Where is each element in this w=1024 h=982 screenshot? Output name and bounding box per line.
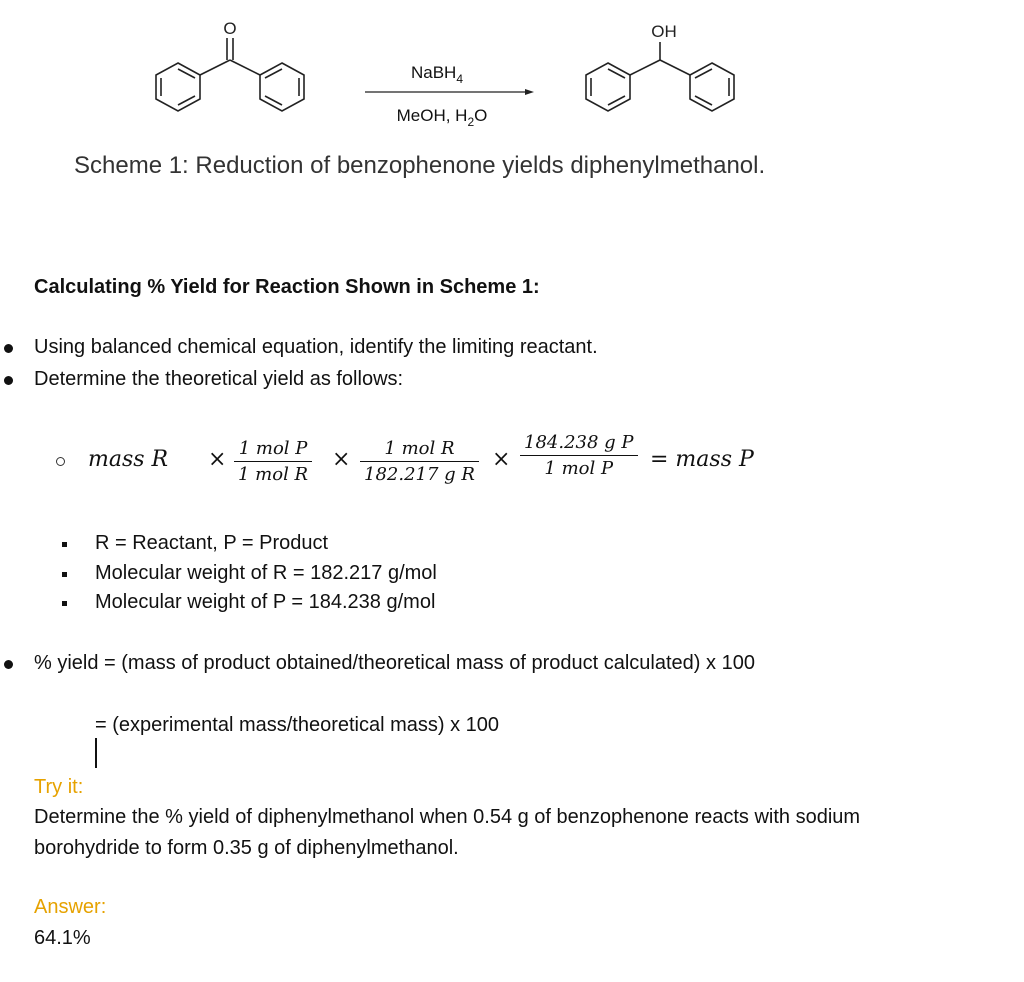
- yield-formula-continued: = (experimental mass/theoretical mass) x 100: [95, 714, 500, 736]
- scheme-caption: Scheme 1: Reduction of benzophenone yields diphenylmethanol.: [74, 152, 766, 179]
- sub-bullet-item: Molecular weight of R = 182.217 g/mol: [95, 562, 437, 584]
- section-heading: Calculating % Yield for Reaction Shown in Scheme 1:: [34, 276, 540, 298]
- square-bullet: [62, 542, 67, 547]
- text-cursor: [95, 738, 97, 768]
- carbonyl-oxygen-label: O: [223, 19, 237, 38]
- hydroxyl-label: OH: [651, 22, 677, 41]
- arrow-head: [525, 89, 534, 95]
- reaction-scheme: [140, 8, 760, 143]
- times-sign: ×: [492, 447, 511, 472]
- try-it-label: Try it:: [34, 776, 84, 798]
- times-sign: ×: [332, 447, 351, 472]
- equation-lhs: mass R: [88, 447, 169, 472]
- fraction-mol-ratio: 1 mol P 1 mol R: [234, 438, 312, 485]
- try-it-question-continued: borohydride to form 0.35 g of diphenylmethanol.: [34, 837, 459, 859]
- fraction-molar-mass-r: 1 mol R 182.217 g R: [360, 438, 479, 485]
- reagent-top: NaBH$_4$: [410, 63, 464, 86]
- sub-bullet-item: Molecular weight of P = 184.238 g/mol: [95, 591, 436, 613]
- reagent-bottom: MeOH, $H_2O$: [396, 106, 488, 129]
- bullet-item: Determine the theoretical yield as follows:: [34, 368, 404, 390]
- bullet-dot: [4, 660, 13, 669]
- equation-rhs: = mass P: [650, 447, 754, 472]
- yield-formula: % yield = (mass of product obtained/theoretical mass of product calculated) x 100: [34, 652, 755, 674]
- square-bullet: [62, 572, 67, 577]
- sub-bullet-item: R = Reactant, P = Product: [95, 532, 329, 554]
- times-sign: ×: [208, 447, 227, 472]
- bullet-dot: [4, 376, 13, 385]
- bullet-dot: [4, 344, 13, 353]
- benzophenone-structure: [156, 38, 304, 111]
- fraction-molar-mass-p: 184.238 g P 1 mol P: [520, 432, 638, 479]
- diphenylmethanol-structure: [586, 42, 734, 111]
- square-bullet: [62, 601, 67, 606]
- sub-bullet-circle: [56, 457, 65, 466]
- answer-label: Answer:: [34, 896, 107, 918]
- try-it-question: Determine the % yield of diphenylmethanol when 0.54 g of benzophenone reacts with sodium: [34, 806, 861, 828]
- bullet-item: Using balanced chemical equation, identify the limiting reactant.: [34, 336, 598, 358]
- answer-value: 64.1%: [34, 927, 91, 949]
